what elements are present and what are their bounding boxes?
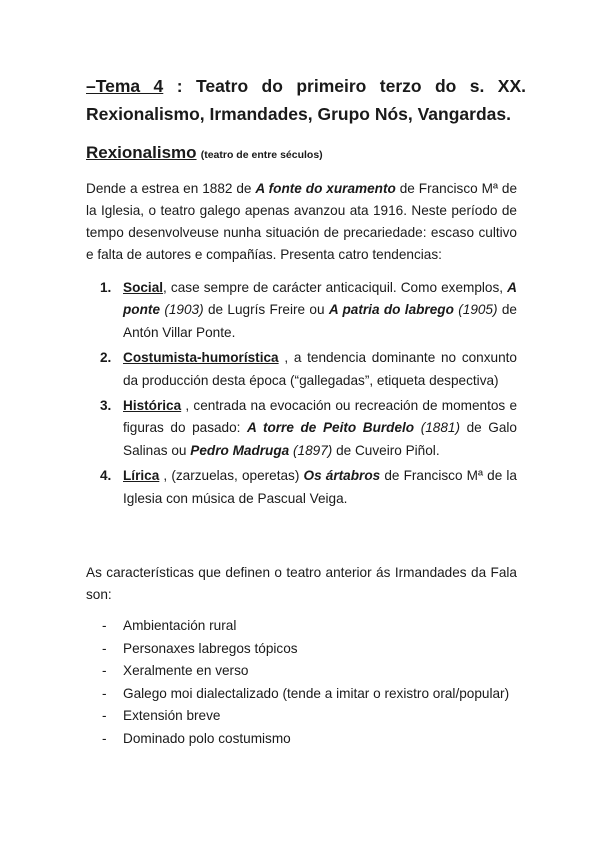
tendency-text: , a tendencia dominante no conxunto da producción desta época (“gallegadas”, etiqueta despectiva) xyxy=(123,350,517,388)
intro-text-2: de Francisco Mª de la Iglesia, o teatro galego apenas avanzou ata 1916. Neste período de tempo desenvolveuse nunha situación de precariedade: escaso cultivo e falta de autores e compañías. Presenta catro tendencias: xyxy=(86,181,518,262)
tendency-text: , centrada na evocación ou recreación de momentos e figuras do pasado: xyxy=(123,398,517,436)
dash-bullet: - xyxy=(102,663,107,678)
work-title: Pedro Madruga xyxy=(190,442,290,458)
tendency-name: Costumista-humorística xyxy=(123,350,279,366)
work-year: (1903) xyxy=(160,302,204,318)
intro-paragraph xyxy=(86,178,517,266)
dash-bullet: - xyxy=(102,730,107,746)
tendencies-list xyxy=(100,277,517,513)
work-year: (1905) xyxy=(453,302,498,318)
section-heading xyxy=(86,143,323,163)
tendency-text: de Cuveiro Piñol. xyxy=(332,442,440,458)
list-item-text: Galego moi dialectalizado (tende a imitar o rexistro oral/popular) xyxy=(123,685,510,701)
work-title: A ponte xyxy=(123,280,517,318)
tendency-text: , (zarzuelas, operetas) xyxy=(159,468,304,484)
list-number: 2. xyxy=(100,350,112,366)
tendency-item-historica xyxy=(100,395,517,462)
characteristics-list xyxy=(100,615,517,750)
title-text: : Teatro do primeiro terzo do s. XX. Rexionalismo, Irmandades, Grupo Nós, Vangardas. xyxy=(86,76,526,124)
dash-bullet: - xyxy=(102,640,107,656)
work-year: (1881) xyxy=(414,420,460,436)
tendency-item-social xyxy=(100,277,517,344)
work-year: (1897) xyxy=(289,442,333,458)
characteristics-intro: As características que definen o teatro anterior ás Irmandades da Fala son: xyxy=(86,565,517,602)
work-title: Os ártabros xyxy=(303,468,381,484)
list-item xyxy=(100,638,517,661)
section-heading-note: (teatro de entre séculos) xyxy=(200,149,323,161)
tendency-name: Histórica xyxy=(123,398,182,414)
list-item-text: Xeralmente en verso xyxy=(123,663,249,678)
dash-bullet: - xyxy=(102,618,107,633)
tendency-text: , case sempre de carácter anticaciquil. Como exemplos, xyxy=(163,280,508,295)
list-item xyxy=(100,615,517,638)
intro-work-title: A fonte do xuramento xyxy=(255,181,396,196)
list-item-text: Dominado polo costumismo xyxy=(123,730,291,746)
work-title: A patria do labrego xyxy=(328,302,454,318)
dash-bullet: - xyxy=(102,685,107,701)
section-heading-text: Rexionalismo xyxy=(86,143,197,162)
tendency-item-costumista xyxy=(100,347,517,392)
list-item-text: Ambientación rural xyxy=(123,618,237,633)
list-item xyxy=(100,705,517,728)
list-item xyxy=(100,683,517,706)
list-number: 3. xyxy=(100,398,112,414)
work-title: A torre de Peito Burdelo xyxy=(247,420,415,436)
list-item xyxy=(100,728,517,751)
tendency-name: Social xyxy=(123,280,164,295)
list-number: 1. xyxy=(100,280,112,295)
page-title xyxy=(86,72,526,128)
list-item-text: Personaxes labregos tópicos xyxy=(123,640,298,656)
tendency-text: de Francisco Mª de la Iglesia con música de Pascual Veiga. xyxy=(123,468,517,506)
tendency-text: de Antón Villar Ponte. xyxy=(123,302,517,340)
tendency-item-lirica xyxy=(100,465,517,510)
list-item xyxy=(100,660,517,683)
intro-text-1: Dende a estrea en 1882 de xyxy=(86,181,256,196)
tendency-name: Lírica xyxy=(123,468,160,484)
dash-bullet: - xyxy=(102,708,107,723)
tendency-text: de Lugrís Freire ou xyxy=(203,302,329,318)
list-number: 4. xyxy=(100,468,112,484)
list-item-text: Extensión breve xyxy=(123,708,221,723)
tendency-text: de Galo Salinas ou xyxy=(123,420,517,458)
title-prefix: –Tema 4 xyxy=(86,76,164,96)
